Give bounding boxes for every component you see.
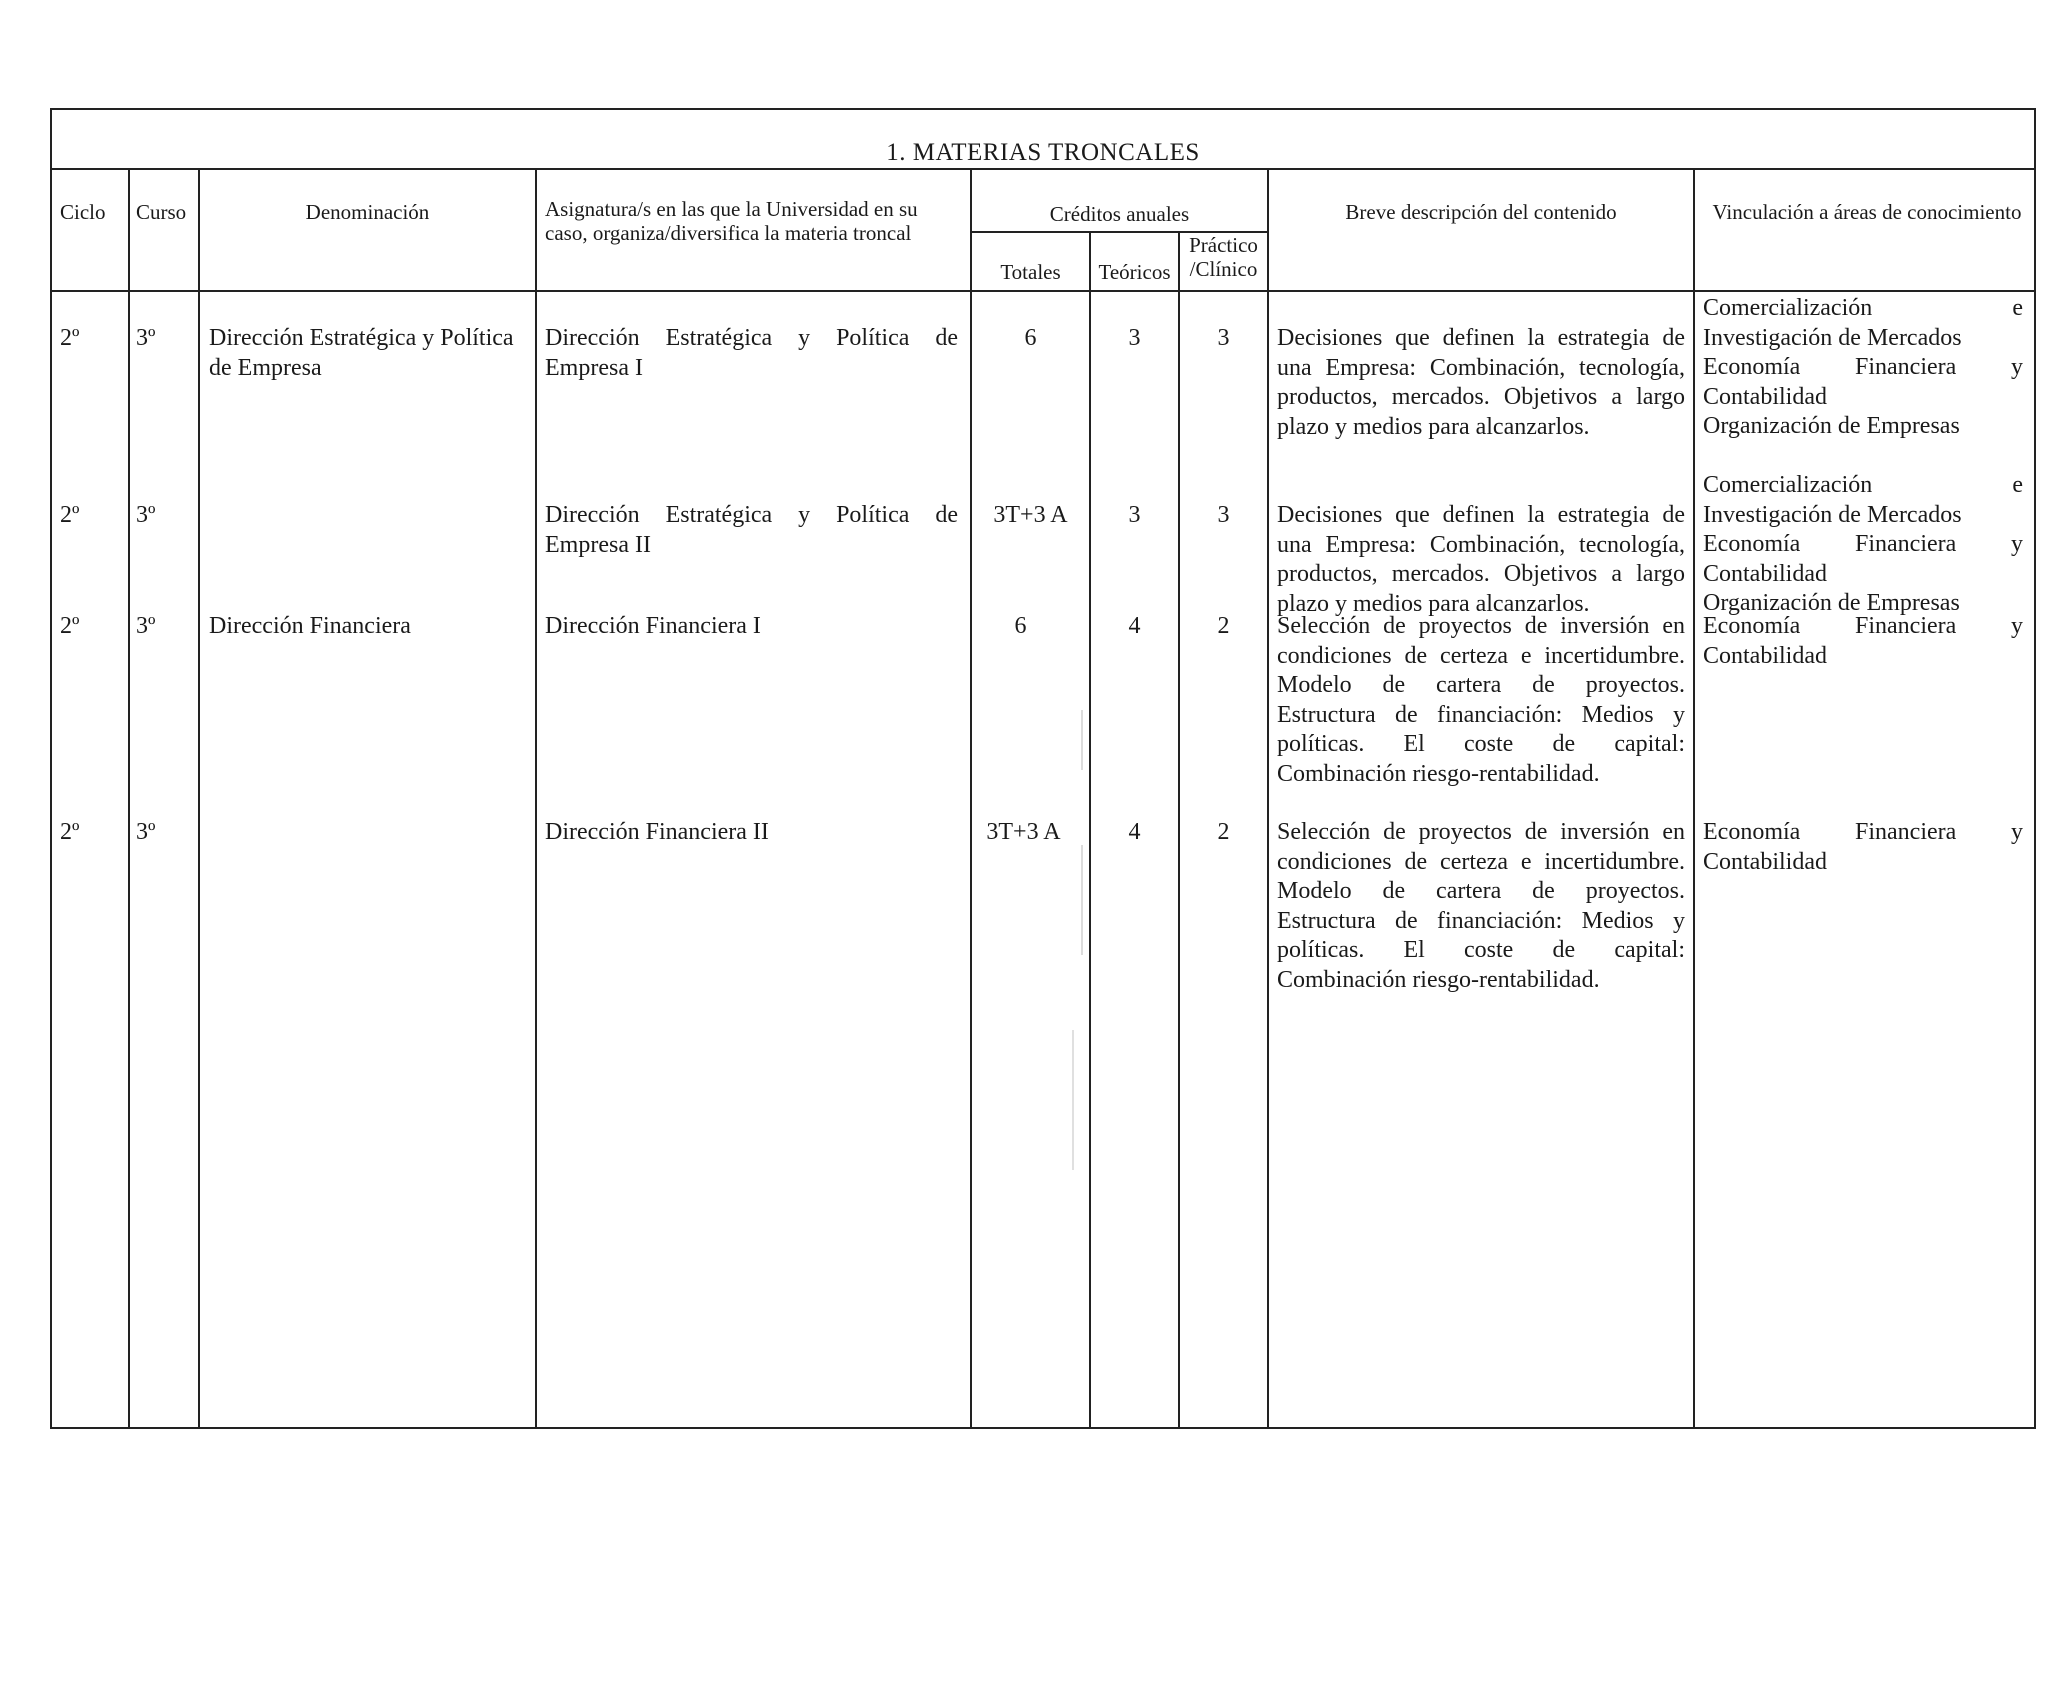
cell-practico: 3	[1217, 325, 1230, 351]
header-totales: Totales	[1000, 260, 1061, 284]
area-line: Investigación de Mercados	[1703, 501, 1962, 528]
cell-totales: 3T+3 A	[986, 819, 1061, 845]
cell-areas	[1703, 294, 2023, 442]
cell-descripcion: Selección de proyectos de inversión en condiciones de certeza e incertidumbre. Modelo de cartera de proyectos. Estructura de financiación: Medios y políticas. El coste de capital: Combinación riesgo-rentabilidad.	[1277, 819, 1685, 993]
col-divider-denominacion	[535, 168, 537, 1429]
header-descripcion: Breve descripción del contenido	[1345, 200, 1617, 224]
area-line: Economía Financiera y	[1703, 354, 2023, 380]
cell-asignatura: Dirección Estratégica y Política de Empresa I	[545, 325, 958, 381]
cell-areas	[1703, 471, 2023, 619]
cell-descripcion: Decisiones que definen la estrategia de una Empresa: Combinación, tecnología, productos, mercados. Objetivos a largo plazo y medios para alcanzarlos.	[1277, 502, 1685, 617]
area-line: Economía Financiera y	[1703, 613, 2023, 639]
area-line: Contabilidad	[1703, 560, 1827, 587]
cell-asignatura: Dirección Estratégica y Política de Empresa II	[545, 502, 958, 558]
cell-teoricos: 3	[1128, 325, 1141, 351]
cell-descripcion: Decisiones que definen la estrategia de una Empresa: Combinación, tecnología, productos, mercados. Objetivos a largo plazo y medios para alcanzarlos.	[1277, 325, 1685, 440]
area-line: Organización de Empresas	[1703, 413, 1960, 439]
cell-denominacion: Dirección Estratégica y Política de Empresa	[209, 325, 514, 381]
cell-totales: 3T+3 A	[993, 502, 1068, 528]
header-teoricos: Teóricos	[1098, 260, 1171, 284]
cell-totales: 6	[1014, 613, 1027, 639]
area-line: Economía Financiera y	[1703, 819, 2023, 845]
cell-curso: 3º	[136, 325, 156, 351]
area-line: Contabilidad	[1703, 383, 1827, 410]
header-practico: Práctico /Clínico	[1189, 233, 1258, 281]
header-denominacion: Denominación	[305, 200, 430, 224]
cell-asignatura: Dirección Financiera I	[545, 613, 761, 639]
header-ciclo: Ciclo	[60, 200, 106, 224]
cell-ciclo: 2º	[60, 325, 80, 351]
area-line: Contabilidad	[1703, 642, 1827, 669]
title-divider	[52, 168, 2034, 170]
cell-denominacion: Dirección Financiera	[209, 613, 411, 639]
area-line: Investigación de Mercados	[1703, 324, 1962, 351]
cell-curso: 3º	[136, 502, 156, 528]
scan-artifact	[1072, 1030, 1074, 1170]
cell-ciclo: 2º	[60, 613, 80, 639]
header-asignatura: Asignatura/s en las que la Universidad en su caso, organiza/diversifica la materia troncal	[545, 197, 918, 245]
cell-teoricos: 3	[1128, 502, 1141, 528]
header-vinculacion: Vinculación a áreas de conocimiento	[1712, 200, 2022, 224]
col-divider-curso	[198, 168, 200, 1429]
area-line: Economía Financiera y	[1703, 531, 2023, 557]
area-line: Organización de Empresas	[1703, 590, 1960, 616]
header-bottom-divider	[52, 290, 2034, 292]
cell-areas	[1703, 818, 2023, 877]
cell-asignatura: Dirección Financiera II	[545, 819, 769, 845]
col-divider-descripcion	[1693, 168, 1695, 1429]
col-divider-ciclo	[128, 168, 130, 1429]
cell-teoricos: 4	[1128, 819, 1141, 845]
cell-ciclo: 2º	[60, 819, 80, 845]
header-creditos: Créditos anuales	[1049, 202, 1190, 226]
cell-curso: 3º	[136, 819, 156, 845]
table-title: 1. MATERIAS TRONCALES	[886, 139, 1200, 166]
cell-descripcion: Selección de proyectos de inversión en condiciones de certeza e incertidumbre. Modelo de cartera de proyectos. Estructura de financiación: Medios y políticas. El coste de capital: Combinación riesgo-rentabilidad.	[1277, 613, 1685, 787]
cell-areas	[1703, 612, 2023, 671]
cell-practico: 3	[1217, 502, 1230, 528]
cell-teoricos: 4	[1128, 613, 1141, 639]
area-line: Comercialización e	[1703, 472, 2023, 498]
area-line: Comercialización e	[1703, 295, 2023, 321]
header-curso: Curso	[136, 200, 187, 224]
scan-artifact	[1081, 710, 1083, 770]
area-line: Contabilidad	[1703, 848, 1827, 875]
col-divider-creditos	[1267, 168, 1269, 1429]
scan-artifact	[1081, 845, 1083, 955]
col-divider-asignatura	[970, 168, 972, 1429]
cell-practico: 2	[1217, 613, 1230, 639]
cell-practico: 2	[1217, 819, 1230, 845]
materias-troncales-table	[50, 108, 2036, 1429]
cell-totales: 6	[1024, 325, 1037, 351]
cell-curso: 3º	[136, 613, 156, 639]
cell-ciclo: 2º	[60, 502, 80, 528]
